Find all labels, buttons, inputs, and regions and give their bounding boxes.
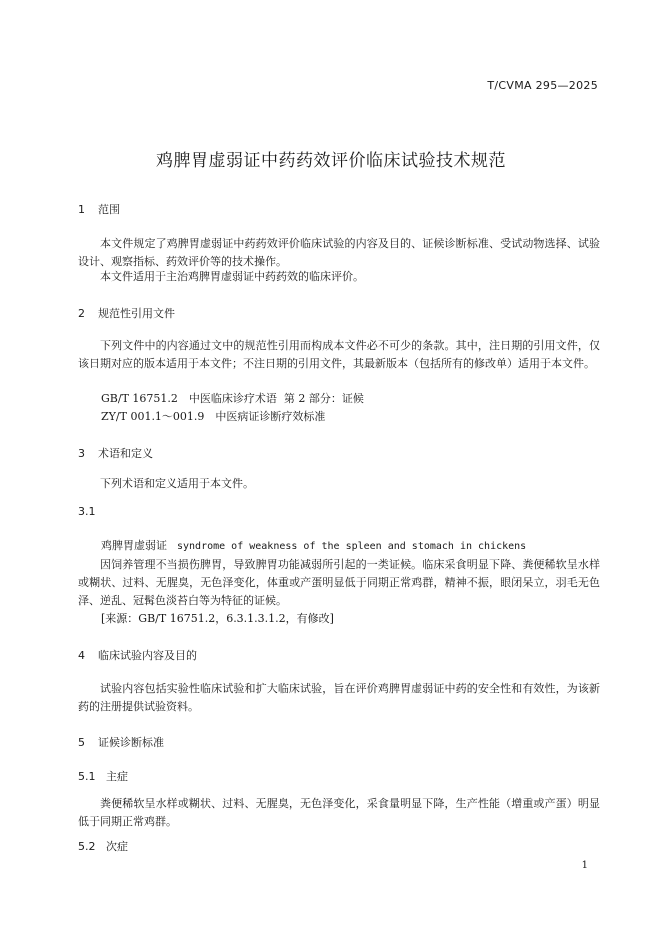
section-title: 证候诊断标准 [98,736,164,749]
normative-reference: GB/T 16751.2 中医临床诊疗术语 第 2 部分：证候 [101,392,364,405]
section-2-paragraph: 下列文件中的内容通过文中的规范性引用而构成本文件必不可少的条款。其中，注日期的引用文件，仅该日期对应的版本适用于本文件；不注日期的引用文件，其最新版本（包括所有的修改单）适用于本文件。 [78,339,600,370]
section-title: 临床试验内容及目的 [98,649,197,662]
clause-5-2-heading [78,838,128,854]
section-1-paragraph-2: 本文件适用于主治鸡脾胃虚弱证中药药效的临床评价。 [100,270,364,283]
section-number: 2 [78,307,85,320]
section-1-paragraph-1: 本文件规定了鸡脾胃虚弱证中药药效评价临床试验的内容及目的、证候诊断标准、受试动物选择、试验设计、观察指标、药效评价等的技术操作。 [78,237,600,268]
section-number: 3 [78,447,85,460]
section-4-paragraph: 试验内容包括实验性临床试验和扩大临床试验，旨在评价鸡脾胃虚弱证中药的安全性和有效性，为该新药的注册提供试验资料。 [78,682,600,713]
document-title: 鸡脾胃虚弱证中药药效评价临床试验技术规范 [156,151,506,171]
term-definition: 因饲养管理不当损伤脾胃，导致脾胃功能减弱所引起的一类证候。临床采食明显下降、粪便稀软呈水样或糊状、过料、无腥臭，无色泽变化，体重或产蛋明显低于同期正常鸡群，精神不振，眼闭呆立，羽毛无色泽、逆乱、冠髯色淡苔白等为特征的证候。 [78,558,600,607]
clause-5-1-paragraph: 粪便稀软呈水样或糊状、过料、无腥臭，无色泽变化，采食量明显下降，生产性能（增重或产蛋）明显低于同期正常鸡群。 [78,797,600,828]
clause-title: 主症 [106,770,128,783]
section-title: 范围 [98,203,120,216]
section-title: 规范性引用文件 [98,307,175,320]
section-5-heading [78,734,164,750]
clause-title: 次症 [106,840,128,853]
section-title: 术语和定义 [98,447,153,460]
section-4-heading [78,647,197,663]
term-source: [来源：GB/T 16751.2，6.3.1.3.1.2，有修改] [101,612,334,625]
clause-3-1-number: 3.1 [78,505,96,518]
term-chinese: 鸡脾胃虚弱证 [101,539,167,552]
clause-number: 5.1 [78,770,96,783]
section-1-heading [78,201,120,217]
clause-5-1-heading [78,768,128,784]
section-2-heading [78,305,175,321]
document-number: T/CVMA 295—2025 [487,79,598,92]
section-3-heading [78,445,153,461]
page-number: 1 [581,860,588,871]
normative-reference: ZY/T 001.1～001.9 中医病证诊断疗效标准 [101,410,326,423]
clause-number: 5.2 [78,840,96,853]
section-number: 5 [78,736,85,749]
term-entry [101,537,526,553]
section-number: 4 [78,649,85,662]
section-number: 1 [78,203,85,216]
section-3-paragraph: 下列术语和定义适用于本文件。 [100,477,254,490]
term-english: syndrome of weakness of the spleen and stomach in chickens [177,541,527,552]
